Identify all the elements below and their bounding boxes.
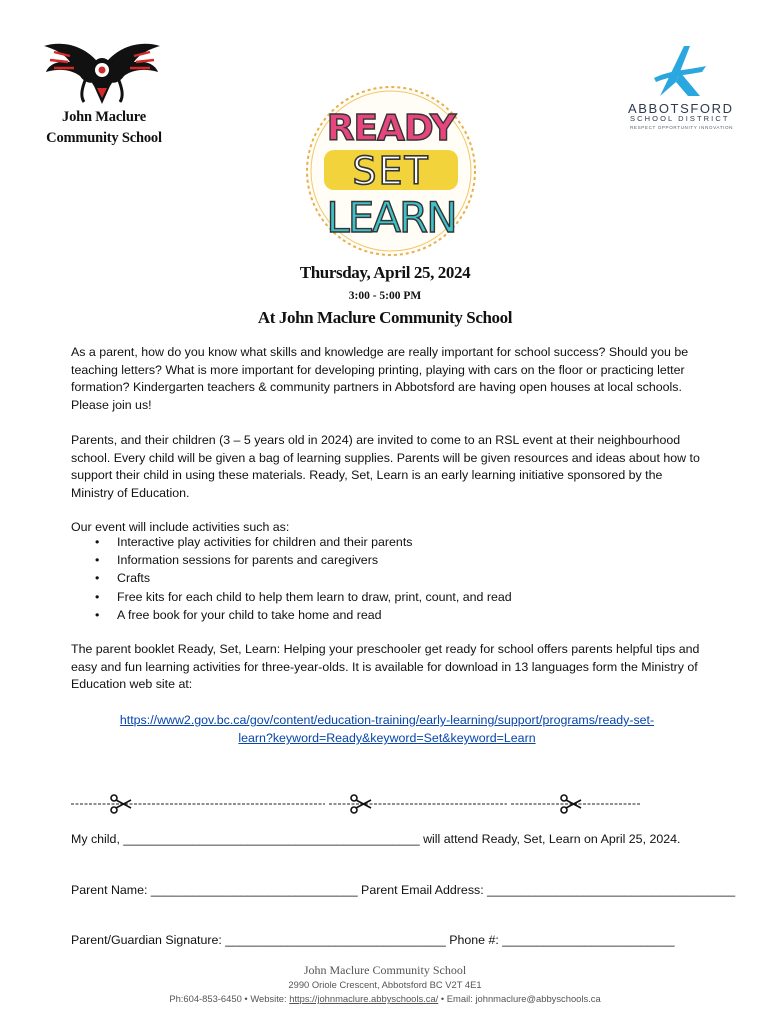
ready-set-learn-logo [304, 82, 478, 260]
bullet-separator: • [244, 993, 248, 1004]
event-time: 3:00 - 5:00 PM [348, 290, 422, 302]
learn-word: LEARN [326, 193, 456, 242]
bullet-separator: • [440, 993, 445, 1004]
ministry-link[interactable] [71, 711, 703, 747]
footer-contact [0, 993, 770, 1004]
activities-intro: Our event will include activities such as: [71, 520, 290, 534]
intro-paragraph: As a parent, how do you know what skills and knowledge are really important for school success? Should you be teaching letters? What is more important for developing printing, playing with cars on the floor or practicing letter formation? Kindergarten teachers & community partners in Abbotsford are having open houses at local schools. Please join us! [71, 345, 689, 412]
cut-line [71, 793, 641, 815]
footer-phone: Ph:604-853-6450 [169, 993, 242, 1004]
invitation-paragraph: Parents, and their children (3 – 5 years old in 2024) are invited to come to an RSL event at their neighbourhood school. Every child will be given a bag of learning supplies. Parents will be given resources and ideas about how to support their child in using these materials. Ready, Set, Learn is an early learning initiative sponsored by the Ministry of Education. [71, 433, 700, 500]
footer-website-label: Website: [250, 993, 287, 1004]
footer-email[interactable]: johnmaclure@abbyschools.ca [475, 993, 601, 1004]
ready-word: READY [326, 108, 456, 149]
thunderbird-crest-logo [40, 38, 164, 106]
list-item: • A free book for your child to take home and read [92, 606, 512, 624]
activities-list [92, 533, 512, 624]
school-name [34, 107, 174, 149]
ministry-link-line2[interactable]: learn?keyword=Ready&keyword=Set&keyword=Learn [238, 731, 536, 745]
booklet-paragraph: The parent booklet Ready, Set, Learn: Helping your preschooler get ready for school offers parents helpful tips and easy and fun learning activities for three-year-olds. It is available for download in 13 languages form the Ministry of Education web site at: [71, 642, 700, 692]
parent-name-email-field[interactable]: Parent Name: ______________________________ Parent Email Address: ____________________________________ [71, 883, 736, 897]
set-word: SET [352, 149, 430, 193]
district-motto: RESPECT OPPORTUNITY INNOVATION [630, 125, 734, 130]
list-item: • Crafts [92, 569, 512, 587]
school-name-line1: John Maclure [62, 109, 146, 125]
list-item: • Information sessions for parents and caregivers [92, 551, 512, 569]
district-name: ABBOTSFORD [628, 101, 734, 116]
footer-website-link[interactable]: https://johnmaclure.abbyschools.ca/ [289, 993, 439, 1004]
district-a-logo [650, 42, 710, 98]
district-subtitle: SCHOOL DISTRICT [630, 114, 730, 123]
footer-address: 2990 Oriole Crescent, Abbotsford BC V2T 4E1 [288, 979, 482, 990]
footer-school-name: John Maclure Community School [303, 963, 467, 977]
ministry-link-line1[interactable]: https://www2.gov.bc.ca/gov/content/education-training/early-learning/support/programs/ready-set- [119, 713, 655, 727]
child-name-field[interactable]: My child, ___________________________________________ will attend Ready, Set, Learn on April 25, 2024. [71, 832, 681, 846]
footer-email-label: Email: [446, 993, 473, 1004]
event-date: Thursday, April 25, 2024 [299, 263, 471, 282]
list-item: • Interactive play activities for children and their parents [92, 533, 512, 551]
signature-phone-field[interactable]: Parent/Guardian Signature: ________________________________ Phone #: _________________________ [71, 933, 675, 947]
school-name-line2: Community School [46, 130, 162, 146]
list-item: • Free kits for each child to help them learn to draw, print, count, and read [92, 588, 512, 606]
event-location: At John Maclure Community School [257, 308, 513, 327]
